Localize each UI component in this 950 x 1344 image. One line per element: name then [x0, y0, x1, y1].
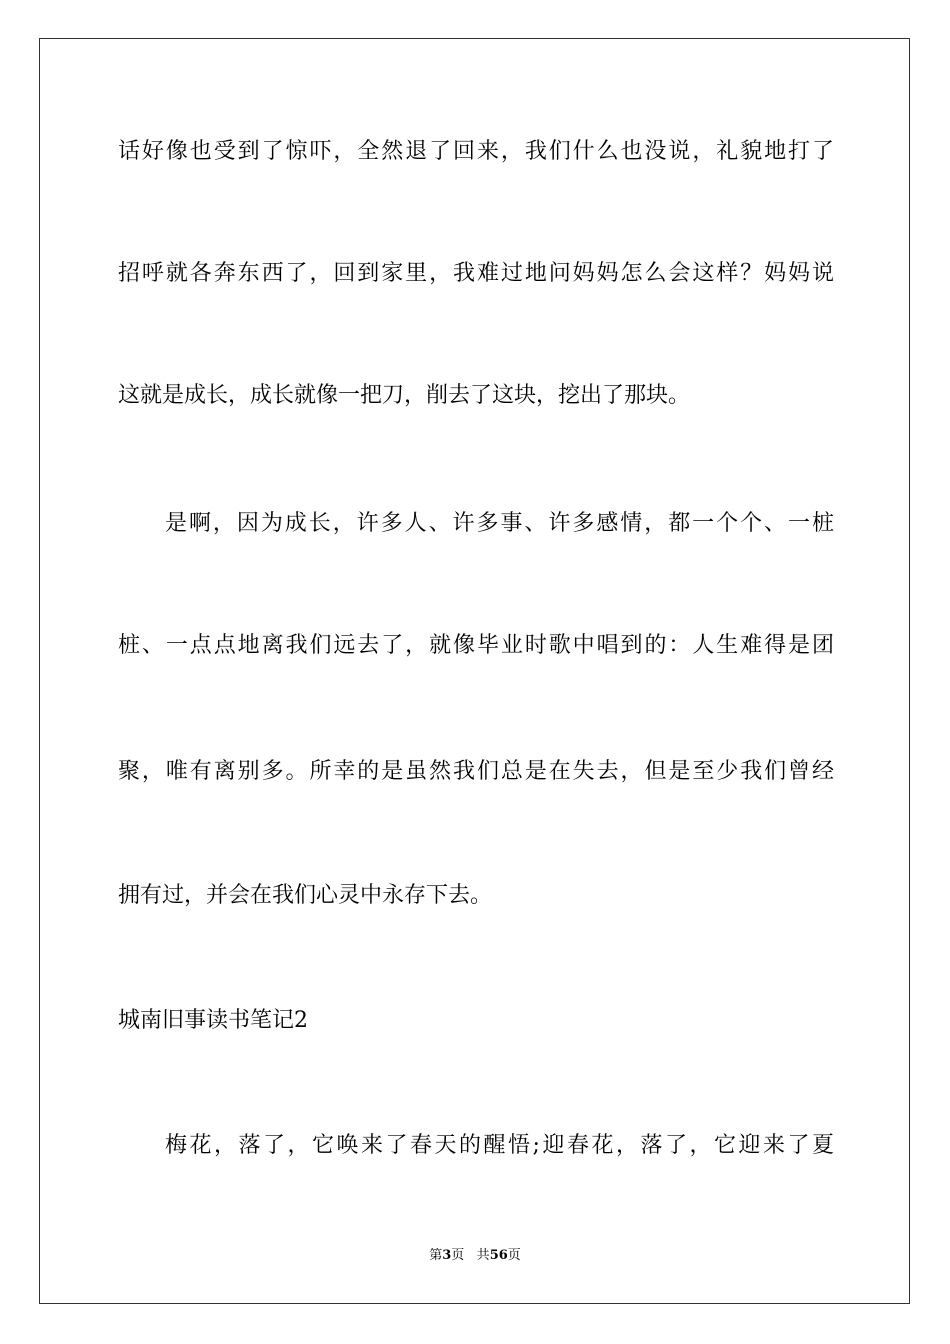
text-line: 拥有过，并会在我们心灵中永存下去。: [118, 883, 493, 908]
footer-total-prefix: 共: [476, 1248, 490, 1263]
footer-page-prefix: 第: [429, 1248, 443, 1263]
text-line: 招呼就各奔东西了，回到家里，我难过地问妈妈怎么会这样？妈妈说: [118, 261, 834, 286]
text-line: 这就是成长，成长就像一把刀，削去了这块，挖出了那块。: [118, 383, 691, 408]
footer-page-suffix: 页: [451, 1248, 465, 1263]
page-footer: [0, 1247, 950, 1265]
text-line: 梅花，落了，它唤来了春天的醒悟;迎春花，落了，它迎来了夏: [165, 1133, 834, 1158]
section-heading: 城南旧事读书笔记2: [118, 1008, 308, 1033]
footer-total-suffix: 页: [507, 1248, 521, 1263]
page-border: [39, 38, 910, 1304]
text-line: 是啊，因为成长，许多人、许多事、许多感情，都一个个、一桩: [165, 511, 834, 536]
text-line: 桩、一点点地离我们远去了，就像毕业时歌中唱到的：人生难得是团: [118, 633, 834, 658]
text-line: 话好像也受到了惊吓，全然退了回来，我们什么也没说，礼貌地打了: [118, 139, 834, 164]
footer-page-number: 3: [442, 1248, 452, 1263]
footer-total-pages: 56: [489, 1248, 508, 1263]
text-line: 聚，唯有离别多。所幸的是虽然我们总是在失去，但是至少我们曾经: [118, 759, 834, 784]
